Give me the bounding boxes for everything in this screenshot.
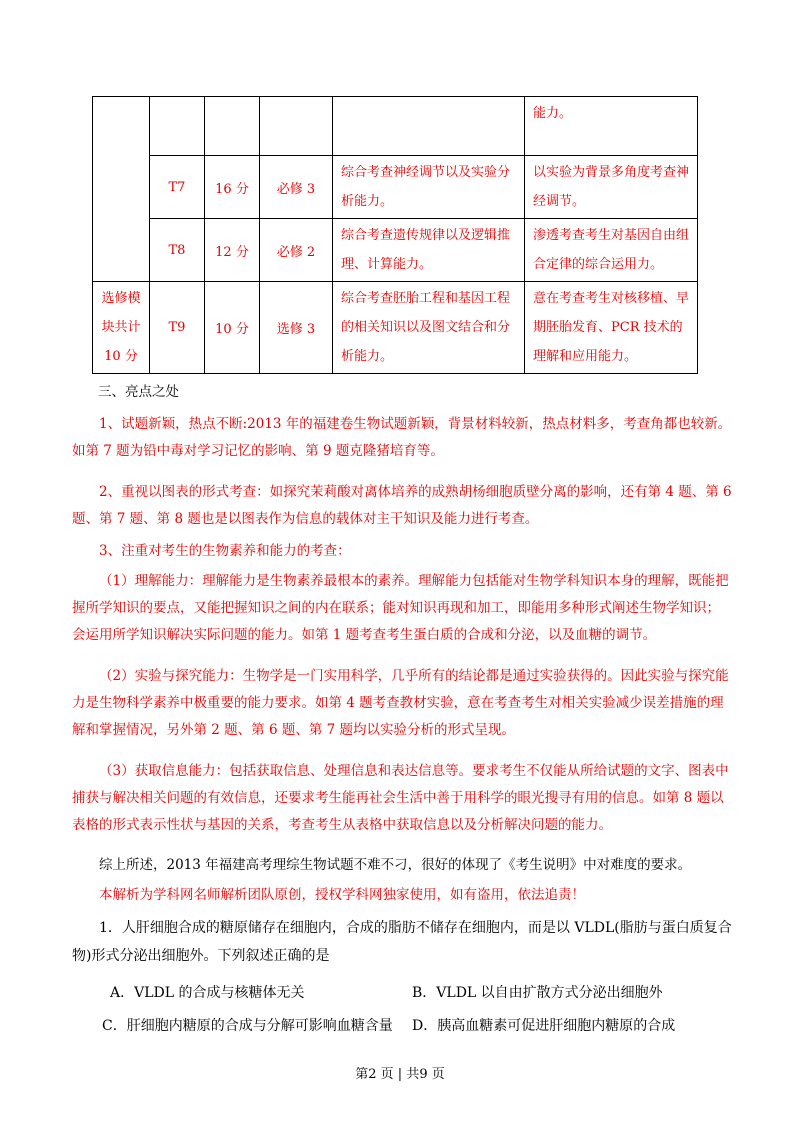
page-footer: 第2 页 | 共9 页 [355, 1067, 445, 1082]
intent-text: 能力。 [533, 106, 573, 121]
table-row [93, 282, 698, 374]
table-cell-intent [525, 156, 698, 219]
table-cell-intent [525, 219, 698, 282]
content-text: 综合考查胚胎工程和基因工程的相关知识以及图文结合和分析能力。 [341, 291, 511, 364]
table-cell-content [333, 282, 525, 374]
table-cell-question: T9 [150, 282, 205, 374]
paragraph-information-ability: （3）获取信息能力：包括获取信息、处理信息和表达信息等。要求考生不仅能从所给试题的文字、图表中捕获与解决相关问题的有效信息，还要求考生能再社会生活中善于用科学的眼光搜寻有用的信息。如第 8 题以表格的形式表示性状与基因的关系，考查考生从表格中获取信息以及分析解决问题的能力。 [72, 763, 729, 833]
paragraph-highlight-1: 1、试题新颖，热点不断:2013 年的福建卷生物试题新颖，背景材料较新，热点材料多，考查角都也较新。如第 7 题为铅中毒对学习记忆的影响、第 9 题克隆猪培育等。 [72, 416, 732, 459]
table-cell-score: 10 分 [205, 282, 260, 374]
option-c: C．肝细胞内糖原的合成与分解可影响血糖含量 [102, 1018, 393, 1034]
option-b: B．VLDL 以自由扩散方式分泌出细胞外 [412, 985, 663, 1001]
table-cell-intent [525, 97, 698, 156]
table-cell-category-empty [93, 97, 150, 282]
table-cell-intent [525, 282, 698, 374]
table-cell [260, 97, 333, 156]
paragraph-highlight-3: 3、注重对考生的生物素养和能力的考查： [99, 543, 351, 559]
content-text: 综合考查神经调节以及实验分析能力。 [341, 165, 511, 209]
intent-text: 以实验为背景多角度考查神经调节。 [533, 165, 690, 209]
table-row [93, 219, 698, 282]
intent-text: 渗透考查考生对基因自由组合定律的综合运用力。 [533, 228, 690, 272]
table-cell-category [93, 282, 150, 374]
table-cell-score: 16 分 [205, 156, 260, 219]
table-cell [333, 97, 525, 156]
table-cell-content [333, 156, 525, 219]
copyright-notice: 本解析为学科网名师解析团队原创，授权学科网独家使用，如有盗用，依法追责！ [99, 887, 585, 903]
paragraph-summary: 综上所述，2013 年福建高考理综生物试题不难不刁，很好的体现了《考生说明》中对难度的要求。 [99, 857, 692, 873]
table-cell [150, 97, 205, 156]
table-cell-module: 选修 3 [260, 282, 333, 374]
exam-analysis-table [92, 96, 698, 374]
table-row [93, 156, 698, 219]
table-cell-score: 12 分 [205, 219, 260, 282]
paragraph-experiment-ability: （2）实验与探究能力：生物学是一门实用科学，几乎所有的结论都是通过实验获得的。因此实验与探究能力是生物科学素养中极重要的能力要求。如第 4 题考查教材实验，意在考查考生对相关实验减少误差措施的理解和掌握情况，另外第 2 题、第 6 题、第 7 题均以实验分析的形式呈现。 [72, 668, 729, 738]
section-heading: 三、亮点之处 [98, 384, 179, 400]
table-cell-question: T8 [150, 219, 205, 282]
content-text: 综合考查遗传规律以及逻辑推理、计算能力。 [341, 228, 511, 272]
table-cell-module: 必修 2 [260, 219, 333, 282]
option-a: A．VLDL 的合成与核糖体无关 [110, 985, 305, 1001]
table-cell-module: 必修 3 [260, 156, 333, 219]
table-row [93, 97, 698, 156]
table-cell-content [333, 219, 525, 282]
category-text: 选修模块共计 10 分 [101, 291, 141, 364]
paragraph-highlight-2: 2、重视以图表的形式考查：如探究茉莉酸对离体培养的成熟胡杨细胞质壁分离的影响，还有第 4 题、第 6 题、第 7 题、第 8 题也是以图表作为信息的载体对主干知识及能力进行考查。 [72, 484, 732, 527]
option-d: D．胰高血糖素可促进肝细胞内糖原的合成 [412, 1018, 676, 1034]
question-stem: 1．人肝细胞合成的糖原储存在细胞内，合成的脂肪不储存在细胞内，而是以 VLDL(脂肪与蛋白质复合物)形式分泌出细胞外。下列叙述正确的是 [72, 920, 732, 964]
intent-text: 意在考查考生对核移植、早期胚胎发育、PCR 技术的理解和应用能力。 [533, 291, 690, 364]
table-cell-question: T7 [150, 156, 205, 219]
paragraph-understanding-ability: （1）理解能力：理解能力是生物素养最根本的素养。理解能力包括能对生物学科知识本身的理解，既能把握所学知识的要点，又能把握知识之间的内在联系；能对知识再现和加工，即能用多种形式阐述生物学知识；会运用所学知识解决实际问题的能力。如第 1 题考查考生蛋白质的合成和分泌，以及血糖的调节。 [72, 573, 729, 643]
table-cell [205, 97, 260, 156]
